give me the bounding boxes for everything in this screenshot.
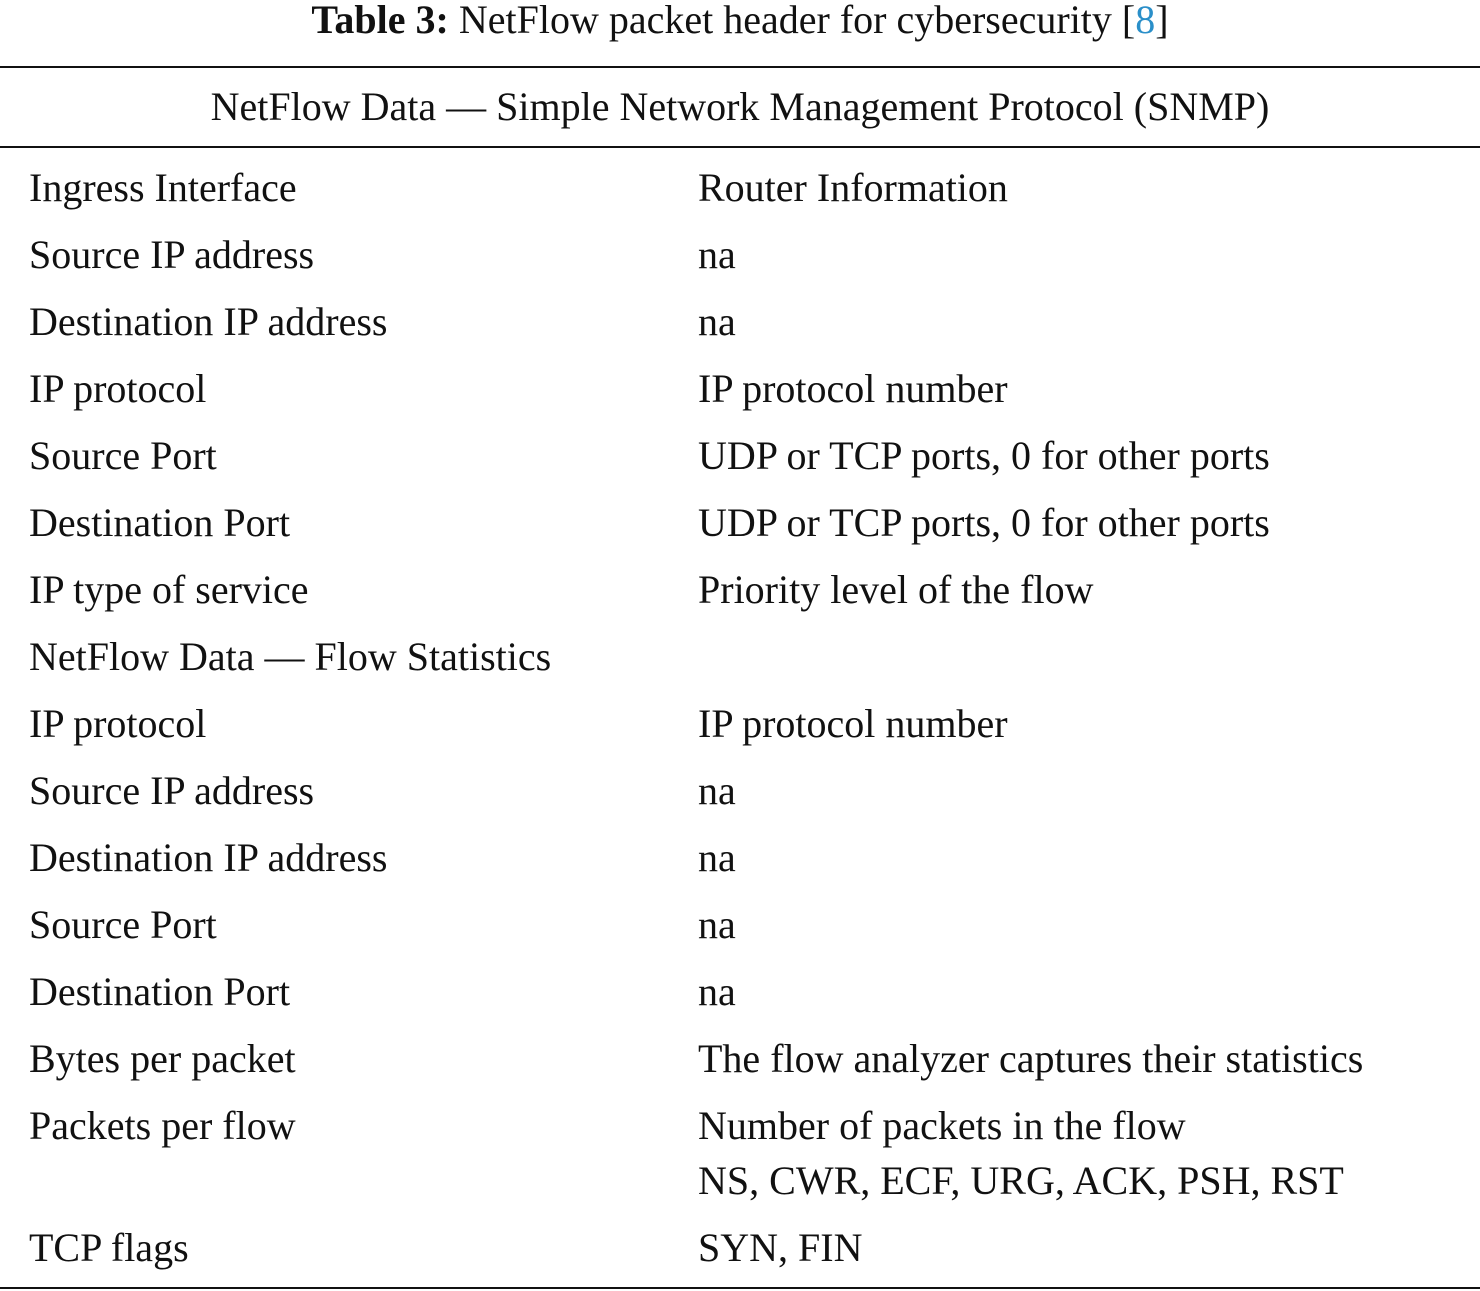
subsection-header: NetFlow Data — Flow Statistics <box>29 634 552 679</box>
row-value: na <box>698 299 736 344</box>
row-label: Destination IP address <box>29 835 388 880</box>
row-value: Number of packets in the flow <box>698 1103 1186 1148</box>
row-value: na <box>698 969 736 1014</box>
row-value: UDP or TCP ports, 0 for other ports <box>698 500 1270 545</box>
row-value: na <box>698 768 736 813</box>
row-label: Source IP address <box>29 768 315 813</box>
section-header: NetFlow Data — Simple Network Management Protocol (SNMP) <box>210 84 1270 129</box>
row-value: na <box>698 232 736 277</box>
row-value: The flow analyzer captures their statistics <box>698 1036 1364 1081</box>
bottom-rule <box>0 1287 1480 1289</box>
caption-label: Table 3: <box>311 0 449 42</box>
row-label: Destination Port <box>29 500 291 545</box>
row-label: Ingress Interface <box>29 165 297 210</box>
row-value: Router Information <box>698 165 1008 210</box>
row-value: Priority level of the flow <box>698 567 1094 612</box>
row-value: na <box>698 902 736 947</box>
row-value: IP protocol number <box>698 366 1008 411</box>
row-label: IP protocol <box>29 701 207 746</box>
row-value: NS, CWR, ECF, URG, ACK, PSH, RST <box>698 1158 1344 1203</box>
row-label: Source Port <box>29 433 217 478</box>
row-label: IP protocol <box>29 366 207 411</box>
row-value: IP protocol number <box>698 701 1008 746</box>
row-label: Source Port <box>29 902 217 947</box>
row-label: IP type of service <box>29 567 309 612</box>
row-label: Packets per flow <box>29 1103 296 1148</box>
row-label: Bytes per packet <box>29 1036 296 1081</box>
caption-close: ] <box>1155 0 1169 42</box>
row-value: UDP or TCP ports, 0 for other ports <box>698 433 1270 478</box>
table-caption <box>0 0 1480 40</box>
row-label: TCP flags <box>29 1225 189 1270</box>
top-rule <box>0 66 1480 68</box>
row-label: Destination IP address <box>29 299 388 344</box>
row-value: na <box>698 835 736 880</box>
row-value: SYN, FIN <box>698 1225 863 1270</box>
caption-text: NetFlow packet header for cybersecurity [ <box>448 0 1136 42</box>
citation-link[interactable]: 8 <box>1135 0 1156 42</box>
row-label: Destination Port <box>29 969 291 1014</box>
header-rule <box>0 146 1480 148</box>
row-label: Source IP address <box>29 232 315 277</box>
